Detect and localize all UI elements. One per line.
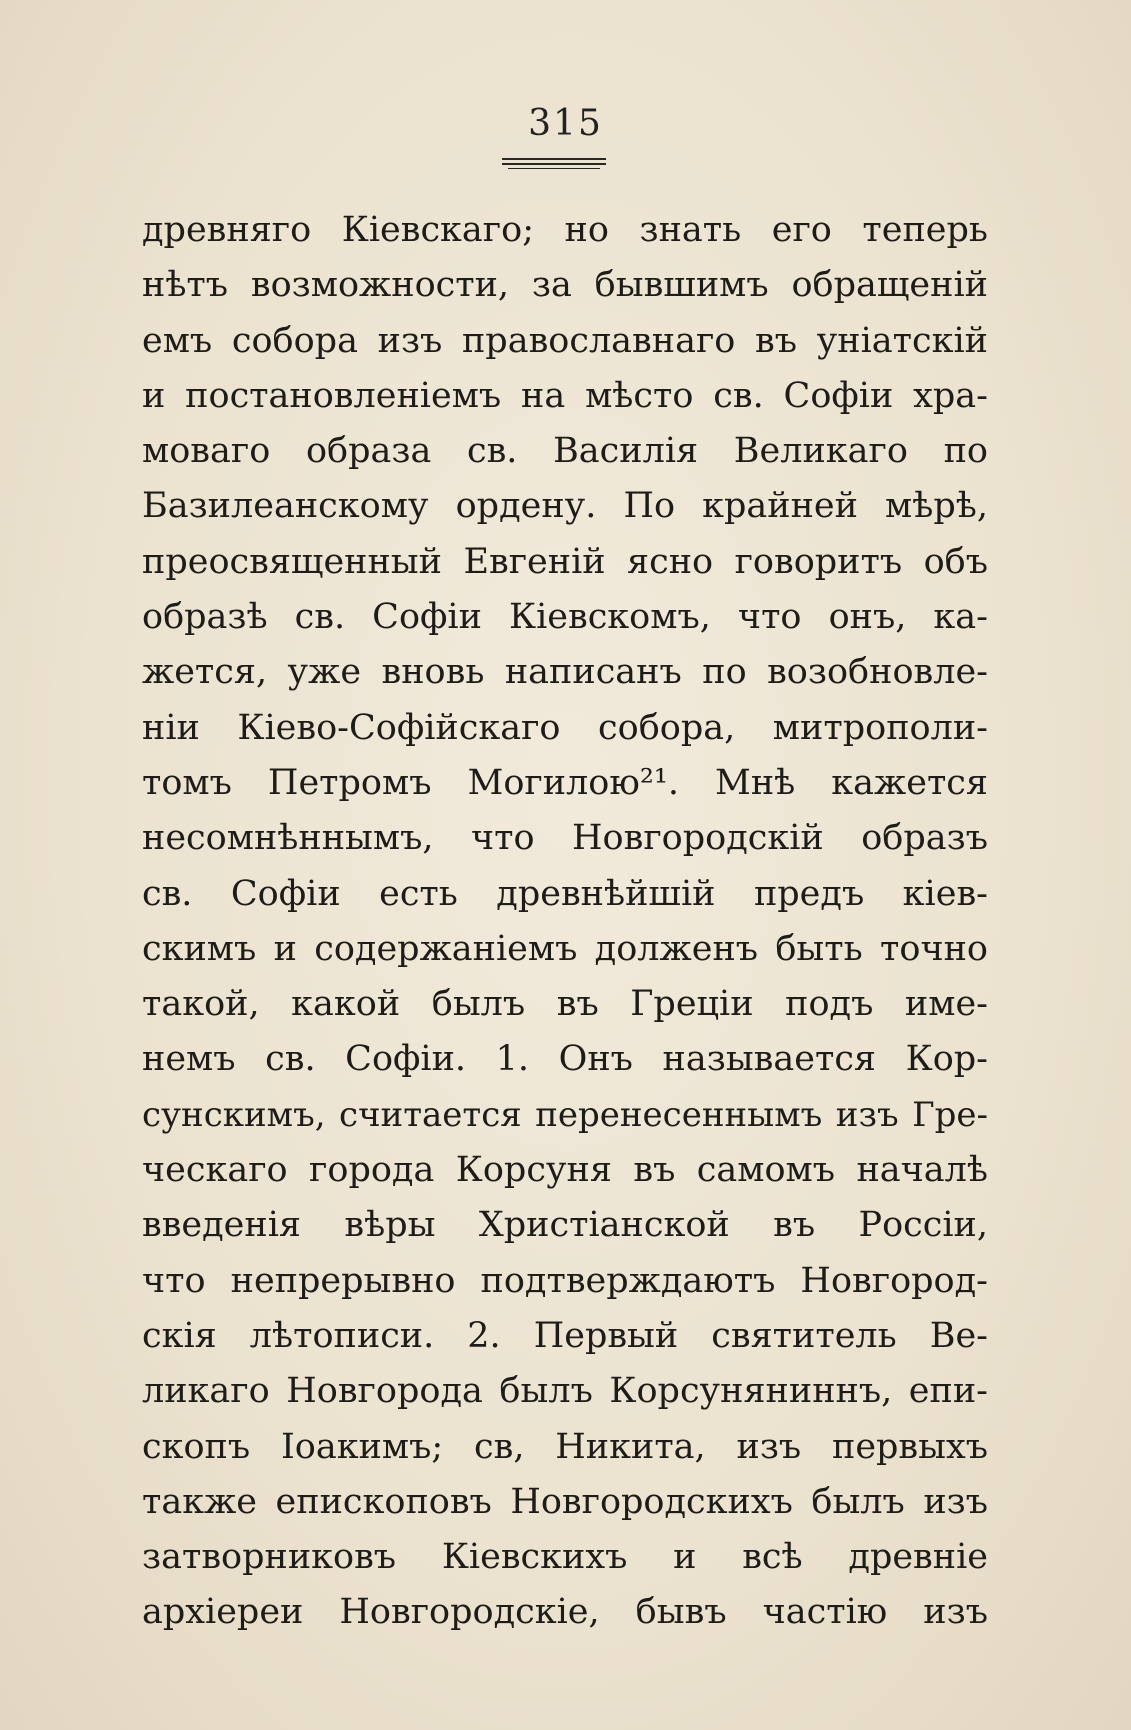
text-line: моваго образа св. Василія Великаго по: [142, 431, 988, 472]
text-line: ликаго Новгорода былъ Корсуняниннъ, епи-: [142, 1371, 988, 1412]
text-line: несомнѣннымъ, что Новгородскій образъ: [142, 818, 988, 859]
text-line: немъ св. Софіи. 1. Онъ называется Кор-: [142, 1039, 988, 1080]
text-line: сунскимъ, считается перенесеннымъ изъ Гре-: [142, 1094, 988, 1135]
text-line: введенія вѣры Христіанской въ Россіи,: [142, 1205, 988, 1246]
text-line: затворниковъ Кіевскихъ и всѣ древніе: [142, 1537, 988, 1578]
text-line: архіереи Новгородскіе, бывъ частію изъ: [142, 1592, 988, 1633]
text-line: скопъ Іоакимъ; св, Никита, изъ первыхъ: [142, 1426, 988, 1467]
text-line: что непрерывно подтверждаютъ Новгород-: [142, 1260, 988, 1301]
text-line: жется, уже вновь написанъ по возобновле-: [142, 652, 988, 693]
header-rule-middle: [502, 163, 606, 165]
text-line: Базилеанскому ордену. По крайней мѣрѣ,: [142, 486, 988, 527]
text-line: св. Софіи есть древнѣйшій предъ кіев-: [142, 873, 988, 914]
text-line: емъ собора изъ православнаго въ уніатскій: [142, 320, 988, 361]
text-line: такой, какой былъ въ Греціи подъ име-: [142, 984, 988, 1025]
text-line: образѣ св. Софіи Кіевскомъ, что онъ, ка-: [142, 597, 988, 638]
text-line: ческаго города Корсуня въ самомъ началѣ: [142, 1150, 988, 1191]
text-line: также епископовъ Новгородскихъ былъ изъ: [142, 1481, 988, 1522]
body-text: [142, 203, 988, 1641]
text-line: и постановленіемъ на мѣсто св. Софіи хра-: [142, 375, 988, 416]
header-rule-bottom: [508, 168, 600, 169]
text-line: ніи Кіево-Софійскаго собора, митрополи-: [142, 707, 988, 748]
text-line: нѣтъ возможности, за бывшимъ обращеній: [142, 265, 988, 306]
text-line: древняго Кіевскаго; но знать его теперь: [142, 210, 988, 250]
page-number: 315: [528, 103, 603, 144]
text-line: преосвященный Евгеній ясно говоритъ объ: [142, 541, 988, 582]
text-line: скія лѣтописи. 2. Первый святитель Ве-: [142, 1315, 988, 1356]
text-line: томъ Петромъ Могилою²¹. Мнѣ кажется: [142, 762, 988, 803]
header-rule-top: [502, 158, 606, 160]
text-line: скимъ и содержаніемъ долженъ быть точно: [142, 928, 988, 969]
